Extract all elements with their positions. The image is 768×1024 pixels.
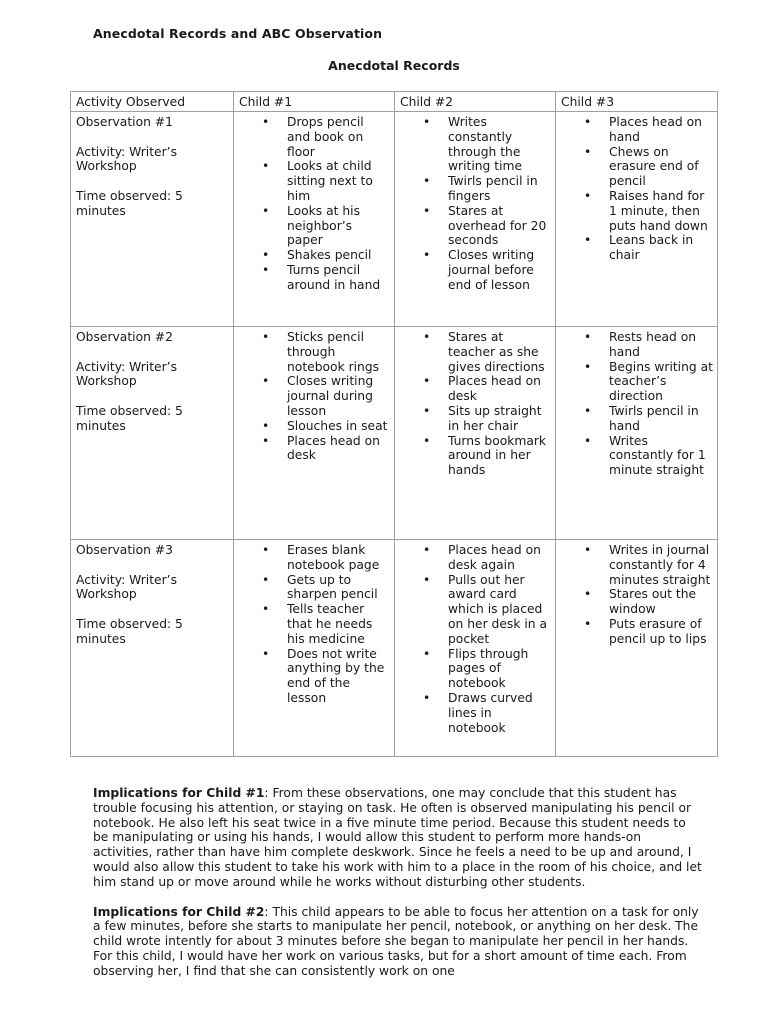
implications-child-2 (93, 905, 703, 979)
observation-activity: Activity: Writer’s Workshop (76, 359, 177, 389)
list-item: • Raises hand for 1 minute, then puts hand down (609, 189, 713, 233)
list-item: • Looks at his neighbor’s paper (287, 204, 390, 248)
list-item: • Places head on desk (287, 434, 390, 464)
implications-heading: Implications for Child #1 (93, 786, 265, 800)
child-3-cell (556, 327, 718, 540)
list-item: • Tells teacher that he needs his medicine (287, 602, 390, 646)
header-child-3: Child #3 (556, 92, 718, 112)
observation-cell (71, 540, 234, 757)
list-item: • Writes in journal constantly for 4 minutes straight (609, 543, 713, 587)
list-item: • Flips through pages of notebook (448, 647, 551, 691)
observation-activity: Activity: Writer’s Workshop (76, 572, 177, 602)
header-child-1: Child #1 (234, 92, 395, 112)
implications-child-1 (93, 786, 703, 890)
header-activity-observed: Activity Observed (71, 92, 234, 112)
list-item: • Draws curved lines in notebook (448, 691, 551, 735)
list-item: • Leans back in chair (609, 233, 713, 263)
behavior-list (400, 330, 551, 478)
table-row (71, 327, 718, 540)
observation-label: Observation #3 (76, 543, 173, 557)
child-2-cell (395, 540, 556, 757)
list-item: • Does not write anything by the end of the lesson (287, 647, 390, 706)
list-item: • Drops pencil and book on floor (287, 115, 390, 159)
list-item: • Begins writing at teacher’s direction (609, 360, 713, 404)
list-item: • Chews on erasure end of pencil (609, 145, 713, 189)
list-item: • Twirls pencil in hand (609, 404, 713, 434)
behavior-list (400, 115, 551, 293)
list-item: • Turns bookmark around in her hands (448, 434, 551, 478)
implications-section (93, 786, 703, 994)
child-1-cell (234, 540, 395, 757)
observation-time: Time observed: 5 minutes (76, 616, 183, 646)
behavior-list (239, 330, 390, 463)
list-item: • Stares out the window (609, 587, 713, 617)
child-3-cell (556, 112, 718, 327)
list-item: • Erases blank notebook page (287, 543, 390, 573)
behavior-list (239, 543, 390, 706)
list-item: • Pulls out her award card which is placed on her desk in a pocket (448, 573, 551, 647)
list-item: • Sticks pencil through notebook rings (287, 330, 390, 374)
observation-label: Observation #2 (76, 330, 173, 344)
list-item: • Rests head on hand (609, 330, 713, 360)
table-row (71, 540, 718, 757)
list-item: • Places head on desk again (448, 543, 551, 573)
list-item: • Writes constantly for 1 minute straight (609, 434, 713, 478)
list-item: • Closes writing journal before end of lesson (448, 248, 551, 292)
list-item: • Looks at child sitting next to him (287, 159, 390, 203)
list-item: • Writes constantly through the writing time (448, 115, 551, 174)
child-1-cell (234, 327, 395, 540)
table-header-row (71, 92, 718, 112)
list-item: • Shakes pencil (287, 248, 390, 263)
behavior-list (400, 543, 551, 735)
behavior-list (561, 330, 713, 478)
behavior-list (239, 115, 390, 293)
behavior-list (561, 115, 713, 263)
observation-label: Observation #1 (76, 115, 173, 129)
list-item: • Turns pencil around in hand (287, 263, 390, 293)
list-item: • Stares at overhead for 20 seconds (448, 204, 551, 248)
list-item: • Places head on desk (448, 374, 551, 404)
child-3-cell (556, 540, 718, 757)
child-1-cell (234, 112, 395, 327)
list-item: • Stares at teacher as she gives directions (448, 330, 551, 374)
list-item: • Puts erasure of pencil up to lips (609, 617, 713, 647)
table-row (71, 112, 718, 327)
list-item: • Sits up straight in her chair (448, 404, 551, 434)
observation-time: Time observed: 5 minutes (76, 403, 183, 433)
child-2-cell (395, 327, 556, 540)
list-item: • Closes writing journal during lesson (287, 374, 390, 418)
list-item: • Slouches in seat (287, 419, 390, 434)
observation-activity: Activity: Writer’s Workshop (76, 144, 177, 174)
implications-text: : From these observations, one may conclude that this student has trouble focusing his attention, or staying on task. He often is observed manipulating his pencil or notebook. He also left his seat twice in a five minute time period. Because this student needs to be manipulating or using his hands, I would allow this student to perform more hands-on activities, rather than have him complete deskwork. Since he feels a need to be up and around, I would also allow this student to take his work with him to a place in the room of his choice, and let him stand up or move around while he works without disturbing other students. (93, 786, 702, 889)
implications-heading: Implications for Child #2 (93, 904, 265, 919)
implications-text: : This child appears to be able to focus her attention on a task for only a few minutes, before she starts to manipulate her pencil, notebook, or anything on her desk. The child wrote intently for about 3 minutes before she began to manipulate her pencil in her hands. For this child, I would have her work on various tasks, but for a short amount of time each. From observing her, I find that she can consistently work on one (93, 904, 699, 978)
observation-cell (71, 112, 234, 327)
list-item: • Places head on hand (609, 115, 713, 145)
list-item: • Twirls pencil in fingers (448, 174, 551, 204)
header-child-2: Child #2 (395, 92, 556, 112)
anecdotal-records-table (70, 91, 718, 757)
list-item: • Gets up to sharpen pencil (287, 573, 390, 603)
observation-time: Time observed: 5 minutes (76, 188, 183, 218)
document-title: Anecdotal Records and ABC Observation (93, 26, 383, 41)
behavior-list (561, 543, 713, 647)
observation-cell (71, 327, 234, 540)
table-title: Anecdotal Records (328, 58, 460, 73)
child-2-cell (395, 112, 556, 327)
